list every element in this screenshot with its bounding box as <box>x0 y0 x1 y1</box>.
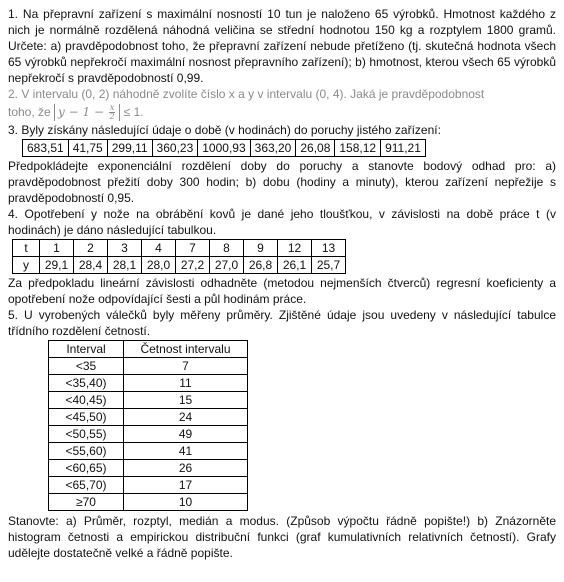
frequency-cell: 17 <box>124 477 248 494</box>
table-cell: 1000,93 <box>198 140 250 157</box>
table-cell: 13 <box>312 240 346 257</box>
absolute-value-expression <box>54 104 120 121</box>
row-label-y: y <box>13 257 40 274</box>
table-cell: 2 <box>74 240 108 257</box>
interval-cell: <40,45) <box>49 392 124 409</box>
problem-1-text: 1. Na přepravní zařízení s maximální nosností 10 tun je naloženo 65 výrobků. Hmotnost každého z nich je normálně rozdělená náhodná veličina se střední hodnotou 150 kg a rozptylem 1800 gramů. Určete: a) pravděpodobnost toho, že přepravní zařízení nebude přetíženo (tj. skutečná hodnota všech 65 výrobků nepřekročí maximální nosnost přepravního zařízení); b) hmotnost, kterou všech 65 výrobků nepřekročí s pravděpodobností 0,99. <box>8 7 556 85</box>
problem-2-tail: ≤ 1. <box>120 105 144 119</box>
table-row <box>49 358 248 375</box>
table-cell: 26,1 <box>278 257 312 274</box>
table-cell: 158,12 <box>335 140 381 157</box>
table-row <box>49 443 248 460</box>
table-row <box>49 494 248 511</box>
interval-cell: <60,65) <box>49 460 124 477</box>
frequency-cell: 10 <box>124 494 248 511</box>
frequency-cell: 11 <box>124 375 248 392</box>
frequency-cell: 15 <box>124 392 248 409</box>
table-cell: 41,75 <box>68 140 107 157</box>
frequency-cell: 26 <box>124 460 248 477</box>
interval-cell: <35 <box>49 358 124 375</box>
table-cell: 911,21 <box>381 140 426 157</box>
problem-3-text: 3. Byly získány následující údaje o době (v hodinách) do poruchy jistého zařízení: <box>8 123 441 137</box>
table-cell: 8 <box>210 240 244 257</box>
problem-2-line-1: 2. V intervalu (0, 2) náhodně zvolíte číslo x a y v intervalu (0, 4). Jaká je pravděpodobnost <box>8 87 485 101</box>
table-row <box>49 426 248 443</box>
problem-4-text: 4. Opotřebení y nože na obrábění kovů je dané jeho tloušťkou, v závislosti na době práce t (v hodinách) je dáno následující tabulkou. <box>8 207 556 237</box>
frequency-cell: 49 <box>124 426 248 443</box>
table-cell: 360,23 <box>152 140 198 157</box>
table-cell: 27,0 <box>210 257 244 274</box>
problem-5-text: 5. U vyrobených válečků byly měřeny průměry. Zjištěné údaje jsou uvedeny v následující tabulce třídního rozdělení četností. <box>8 308 556 338</box>
table-cell: 28,0 <box>142 257 176 274</box>
frequency-cell: 24 <box>124 409 248 426</box>
problem-2 <box>8 86 556 122</box>
table-cell: 1 <box>40 240 74 257</box>
table-header-row <box>49 341 248 358</box>
interval-cell: <35,40) <box>49 375 124 392</box>
table-cell: 28,4 <box>74 257 108 274</box>
interval-cell: <65,70) <box>49 477 124 494</box>
row-label-t: t <box>13 240 40 257</box>
frequency-cell: 41 <box>124 443 248 460</box>
column-header-frequency: Četnost intervalu <box>124 341 248 358</box>
table-row <box>49 392 248 409</box>
fraction <box>109 104 116 121</box>
table-cell: 683,51 <box>23 140 69 157</box>
column-header-interval: Interval <box>49 341 124 358</box>
failure-times-table <box>22 139 426 157</box>
problem-2-line-2 <box>8 102 556 122</box>
table-row <box>49 375 248 392</box>
interval-cell: <55,60) <box>49 443 124 460</box>
table-cell: 27,2 <box>176 257 210 274</box>
table-cell: 28,1 <box>108 257 142 274</box>
table-cell: 7 <box>176 240 210 257</box>
problem-5-task: Stanovte: a) Průměr, rozptyl, medián a modus. (Způsob výpočtu řádně popište!) b) Znázorněte histogram četnosti a empirickou distribuční funkci (graf kumulativních relativních četností). Grafy udělejte dostatečně velké a řádně popište. <box>8 514 556 560</box>
table-cell: 299,11 <box>107 140 152 157</box>
table-cell: 26,8 <box>244 257 278 274</box>
table-row <box>49 409 248 426</box>
table-cell: 12 <box>278 240 312 257</box>
table-cell: 363,20 <box>250 140 296 157</box>
table-cell: 3 <box>108 240 142 257</box>
table-cell: 4 <box>142 240 176 257</box>
interval-cell: <45,50) <box>49 409 124 426</box>
problem-4-task: Za předpokladu lineární závislosti odhadněte (metodou nejmenších čtverců) regresní koeficienty a opotřebení nože odpovídající šesti a půl hodinám práce. <box>8 276 556 306</box>
table-cell: 29,1 <box>40 257 74 274</box>
frequency-cell: 7 <box>124 358 248 375</box>
table-row <box>49 460 248 477</box>
table-cell: 9 <box>244 240 278 257</box>
abs-lead: y − 1 − <box>58 105 108 119</box>
wear-table <box>12 239 346 274</box>
interval-cell: <50,55) <box>49 426 124 443</box>
interval-cell: ≥70 <box>49 494 124 511</box>
table-row <box>23 140 426 157</box>
table-row-t <box>13 240 346 257</box>
fraction-numerator: x <box>109 103 115 112</box>
problem-3-task: Předpokládejte exponenciální rozdělení doby do poruchy a stanovte bodový odhad pro: a) pravděpodobnost přežití doby 300 hodin; b) dobu (hodiny a minuty), kterou zařízení nepřežije s pravděpodobností 0,95. <box>8 159 556 205</box>
table-cell: 26,08 <box>296 140 335 157</box>
table-cell: 25,7 <box>312 257 346 274</box>
table-row <box>49 477 248 494</box>
frequency-table <box>48 340 248 511</box>
problem-2-lead: toho, že <box>8 105 55 119</box>
table-row-y <box>13 257 346 274</box>
fraction-denominator: 2 <box>109 112 115 121</box>
